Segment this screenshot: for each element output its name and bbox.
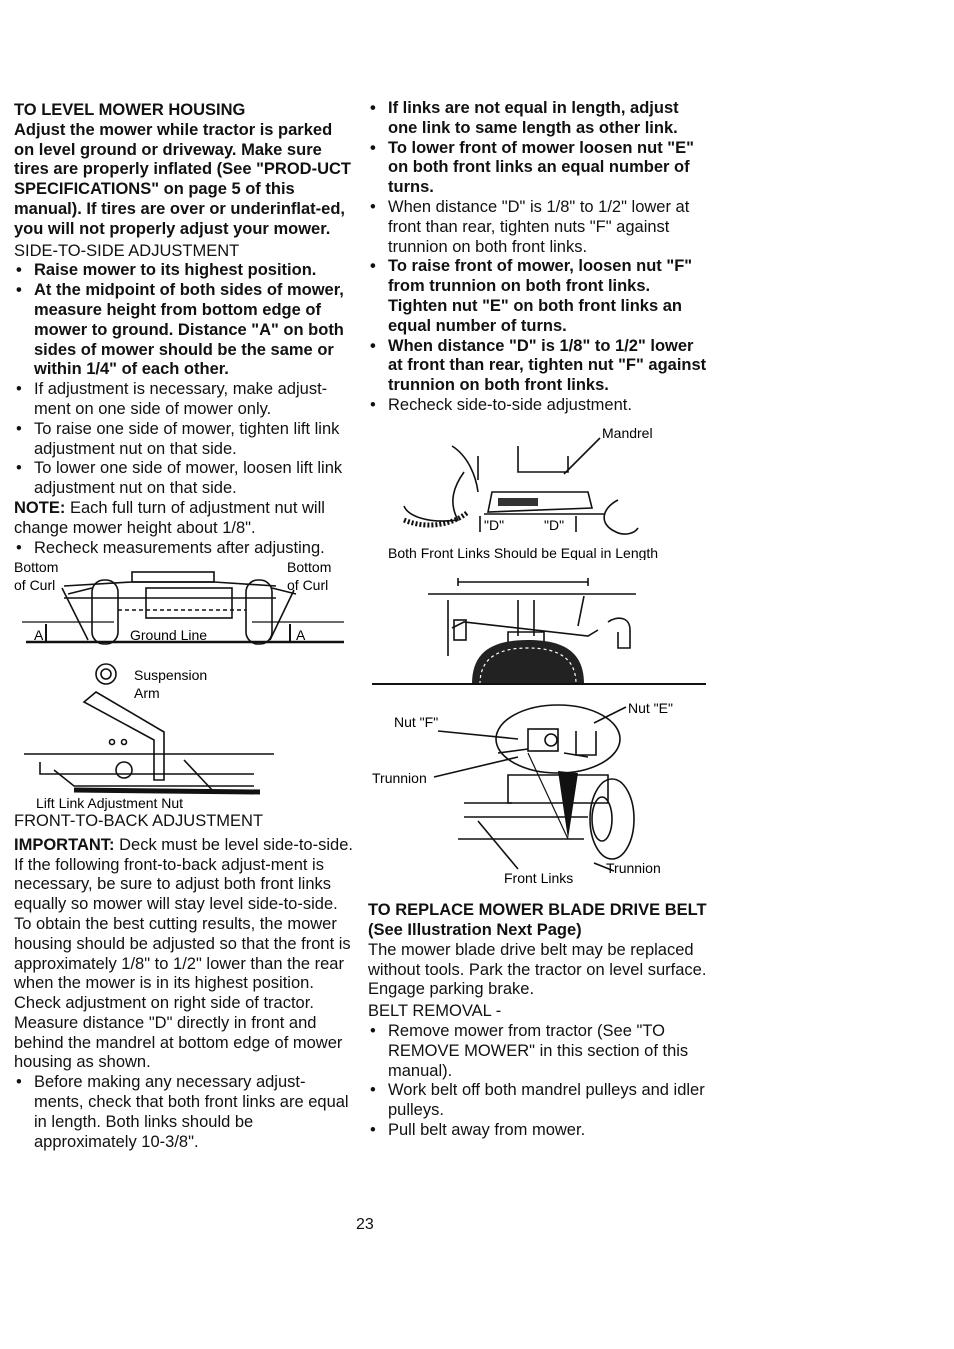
list-item: • To raise front of mower, loosen nut "F" from trunnion on both front links. Tighten nut "E" on both front links an equal number of turns. xyxy=(368,257,708,336)
list-item: • Recheck measurements after adjusting. xyxy=(14,539,354,559)
suspension-arm-illustration xyxy=(14,662,354,812)
level-intro: Adjust the mower while tractor is parked on level ground or driveway. Make sure tires are properly inflated (See "PROD-UCT SPECIFICATIONS" on page 5 of this manual). If tires are over or underinflat-ed, you will not properly adjust your mower. xyxy=(14,120,351,238)
list-item: • Raise mower to its highest position. xyxy=(14,261,354,281)
arm-label: Arm xyxy=(134,685,160,702)
trunnion-label-left: Trunnion xyxy=(372,770,427,787)
side-heading: SIDE-TO-SIDE ADJUSTMENT xyxy=(14,241,240,260)
removal-bullets xyxy=(368,1022,708,1141)
curl-label-right: of Curl xyxy=(287,577,329,594)
nut-e-label: Nut "E" xyxy=(628,700,673,717)
ftb-heading: FRONT-TO-BACK ADJUSTMENT xyxy=(14,811,264,830)
mandrel-label: Mandrel xyxy=(602,424,653,441)
ground-line-label: Ground Line xyxy=(130,627,208,644)
right-column xyxy=(368,99,708,1141)
list-item: • Work belt off both mandrel pulleys and idler pulleys. xyxy=(368,1081,708,1121)
replace-heading: TO REPLACE MOWER BLADE DRIVE BELT (See Illustration Next Page) xyxy=(368,901,707,939)
front-link-tire-figure xyxy=(368,566,708,692)
list-item: • At the midpoint of both sides of mower, measure height from bottom edge of mower to ground. Distance "A" on both sides of mower should be the same or within 1/4" of each other. xyxy=(14,281,354,380)
ftb-para1: To obtain the best cutting results, the mower housing should be adjusted so that the front is approximately 1/8" to 1/2" lower than the rear when the mower is in its highest position. xyxy=(14,914,351,993)
mandrel-illustration xyxy=(368,416,708,560)
list-item: • Remove mower from tractor (See "TO REMOVE MOWER" in this section of this manual). xyxy=(368,1022,708,1081)
list-item: • When distance "D" is 1/8" to 1/2" lower at front than rear, tighten nuts "F" against trunnion on both front links. xyxy=(368,198,708,257)
front-link-illustration xyxy=(368,566,708,686)
page-number: 23 xyxy=(356,1216,374,1233)
nuts-trunnion-figure xyxy=(368,691,708,897)
list-item: • If links are not equal in length, adjust one link to same length as other link. xyxy=(368,99,708,139)
note-label: NOTE: xyxy=(14,498,66,517)
distance-a-left: A xyxy=(34,627,44,644)
replace-text: The mower blade drive belt may be replaced without tools. Park the tractor on level surface. Engage parking brake. xyxy=(368,940,707,999)
list-item: • To lower one side of mower, loosen lift link adjustment nut on that side. xyxy=(14,459,354,499)
list-item: • If adjustment is necessary, make adjust-ment on one side of mower only. xyxy=(14,380,354,420)
distance-d-front: "D" xyxy=(484,516,505,533)
important-label: IMPORTANT: xyxy=(14,835,115,854)
left-column xyxy=(14,101,354,1152)
suspension-label: Suspension xyxy=(134,667,208,684)
list-item: • To raise one side of mower, tighten lift link adjustment nut on that side. xyxy=(14,420,354,460)
list-item: • To lower front of mower loosen nut "E" on both front links an equal number of turns. xyxy=(368,139,708,198)
nuts-trunnion-illustration xyxy=(368,691,708,891)
distance-a-right: A xyxy=(296,627,306,644)
important-text: Deck must be level side-to-side. If the following front-to-back adjust-ment is necessary, be sure to adjust both front links equally so mower will stay level side-to-side. xyxy=(14,835,353,914)
list-item: • Pull belt away from mower. xyxy=(368,1121,708,1141)
curl-label-left: of Curl xyxy=(14,577,56,594)
level-heading: TO LEVEL MOWER HOUSING xyxy=(14,101,246,119)
mandrel-figure xyxy=(368,416,708,566)
lift-link-nut-label: Lift Link Adjustment Nut xyxy=(36,795,184,812)
note xyxy=(14,499,354,539)
bottom-label-right: Bottom xyxy=(287,559,332,576)
ftb-para2: Check adjustment on right side of tractor. Measure distance "D" directly in front and behind the mandrel at bottom edge of mower housing as shown. xyxy=(14,994,343,1072)
nut-f-label: Nut "F" xyxy=(394,714,439,731)
list-item: • When distance "D" is 1/8" to 1/2" lower at front than rear, tighten nut "F" against trunnion on both front links. xyxy=(368,337,708,396)
trunnion-label-right: Trunnion xyxy=(606,860,661,877)
front-links-caption: Both Front Links Should be Equal in Length xyxy=(388,544,659,560)
important xyxy=(14,836,354,915)
list-item: • Recheck side-to-side adjustment. xyxy=(368,396,708,416)
mower-deck-illustration xyxy=(14,558,354,656)
distance-d-rear: "D" xyxy=(544,516,565,533)
side-bullets xyxy=(14,261,354,499)
note-text: Each full turn of adjustment nut will change mower height about 1/8". xyxy=(14,498,325,537)
suspension-arm-figure xyxy=(14,662,354,818)
front-links-label: Front Links xyxy=(504,870,574,887)
right-bullets xyxy=(368,99,708,416)
list-item: • Before making any necessary adjust-ments, check that both front links are equal in length. Both links should be approximately 10-3/8". xyxy=(14,1073,354,1152)
ground-line-figure xyxy=(14,558,354,662)
bottom-label-left: Bottom xyxy=(14,559,59,576)
removal-heading: BELT REMOVAL - xyxy=(368,1002,502,1021)
